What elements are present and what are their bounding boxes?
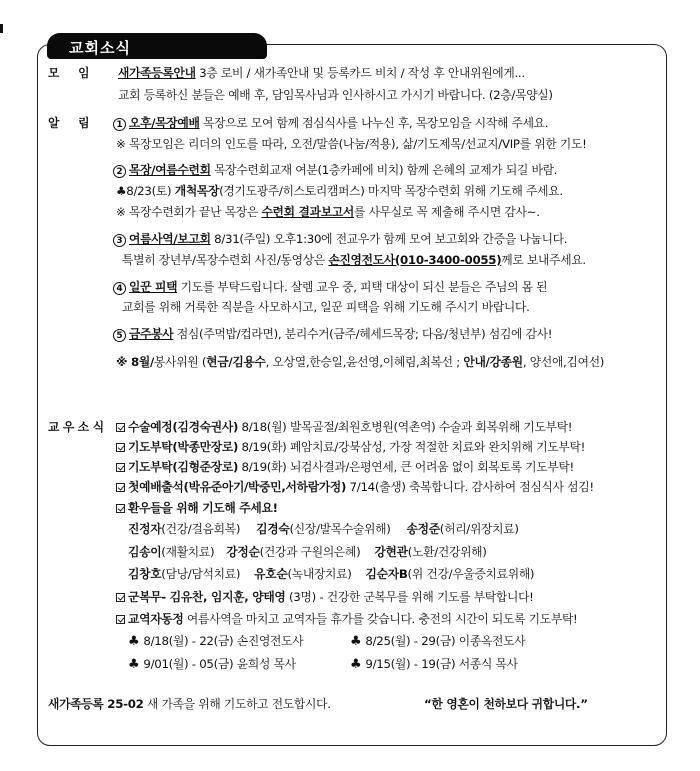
notice-title: 목장/여름수련회 bbox=[129, 163, 211, 177]
motto-quote: “한 영혼이 천하보다 귀합니다.” bbox=[424, 697, 588, 711]
section-header bbox=[47, 33, 267, 59]
meeting-label: 모 임 bbox=[48, 66, 90, 80]
checkbox-icon bbox=[116, 615, 125, 624]
club-icon: ♣ bbox=[128, 634, 140, 649]
circled-number: 4 bbox=[113, 282, 126, 295]
patient-row-2: 김송이(재활치료) 강정순(건강과 구원의은혜) 강현관(노환/건강위해) bbox=[128, 545, 487, 559]
registration-text: 새 가족을 위해 기도하고 전도합시다. bbox=[143, 697, 331, 711]
vacation-entry-1: ♣ 8/18(월) - 22(금) 손진영전도사 bbox=[128, 634, 304, 649]
new-family-registration bbox=[48, 695, 331, 713]
member-item-7: 교역자동정 여름사역을 마치고 교역자들 휴가를 갖습니다. 충전의 시간이 되도록 기도부탁! bbox=[116, 610, 577, 628]
notice-2-line-2: ♣8/23(토) 개척목장(경기도광주/히스토리캠퍼스) 마지막 목장수련회 위해 기도해 주세요. bbox=[116, 184, 563, 198]
circled-number: 2 bbox=[113, 165, 126, 178]
registration-label: 새가족등록 25-02 bbox=[48, 697, 144, 711]
notice-item-4: 4 일꾼 피택 기도를 부탁드립니다. 살렘 교우 중, 피택 대상이 되신 분들은 주님의 몸 된 bbox=[113, 278, 547, 296]
checkbox-icon bbox=[116, 593, 125, 602]
meeting-line-2: 교회 등록하신 분들은 예배 후, 담임목사님과 인사하시고 가시기 바랍니다. (2층/목양실) bbox=[118, 88, 553, 102]
section-title: 교회소식 bbox=[69, 39, 131, 57]
patient-row-3: 김창호(담낭/담석치료) 유호순(녹내장치료) 김순자B(위 건강/우울증치료위해) bbox=[128, 567, 535, 581]
member-item-1: 수술예정(김경숙권사) 8/18(월) 발목골절/최원호병원(역촌역) 수술과 회복위해 기도부탁! bbox=[116, 418, 572, 436]
club-icon: ♣ bbox=[350, 657, 362, 672]
members-label: 교 우 소 식 bbox=[48, 420, 104, 434]
club-icon: ♣ bbox=[350, 634, 362, 649]
notice-item-3: 3 여름사역/보고회 8/31(주일) 오후1:30에 전교우가 함께 모여 보고회와 간증을 나눕니다. bbox=[113, 230, 567, 248]
meeting-title: 새가족등록안내 bbox=[118, 66, 196, 80]
margin-mark bbox=[0, 24, 3, 33]
checkbox-icon bbox=[116, 463, 125, 472]
notice-item-5: 5 금주봉사 점심(주먹밥/컵라면), 분리수거(금주/헤세드목장; 다음/청년부) 섬김에 감사! bbox=[113, 325, 552, 343]
member-item-3: 기도부탁(김형준장로) 8/19(화) 뇌검사결과/은평연세, 큰 어려움 없이 회복토록 기도부탁! bbox=[116, 458, 574, 476]
checkbox-icon bbox=[116, 423, 125, 432]
patient-row-1: 진정자(건강/걸음회복) 김경숙(신장/발목수술위해) 송정준(허리/위장치료) bbox=[128, 522, 519, 536]
vacation-entry-3: ♣ 9/01(월) - 05(금) 윤희성 목사 bbox=[128, 657, 296, 672]
notice-title: 금주봉사 bbox=[129, 327, 174, 341]
member-item-4: 첫예배출석(박유준아기/박중민,서하람가정) 7/14(출생) 축복합니다. 감사하여 점심식사 섬김! bbox=[116, 478, 594, 496]
circled-number: 3 bbox=[113, 234, 126, 247]
circled-number: 1 bbox=[113, 118, 126, 131]
notice-item-2: 2 목장/여름수련회 목장수련회교재 여분(1층카페에 비치) 함께 은혜의 교제가 되길 바람. bbox=[113, 161, 557, 179]
notice-title: 여름사역/보고회 bbox=[129, 232, 211, 246]
member-item-5: 환우들을 위해 기도해 주세요! bbox=[116, 499, 278, 517]
notice-3-line-2: 특별히 장년부/목장수련회 사진/동영상은 손진영전도사(010-3400-0055)께로 보내주세요. bbox=[122, 253, 586, 267]
member-item-6: 군복무- 김유찬, 임지훈, 양태영 (3명) - 건강한 군복무를 위해 기도를 부탁합니다! bbox=[116, 588, 534, 606]
checkbox-icon bbox=[116, 504, 125, 513]
circled-number: 5 bbox=[113, 329, 126, 342]
checkbox-icon bbox=[116, 483, 125, 492]
vacation-entry-4: ♣ 9/15(월) - 19(금) 서종식 목사 bbox=[350, 657, 518, 672]
checkbox-icon bbox=[116, 443, 125, 452]
notice-title: 일꾼 피택 bbox=[129, 280, 178, 294]
notice-note-1: ※ 목장모임은 리더의 인도를 따라, 오전/말씀(나눔/적용), 삶/기도제목/선교지/VIP를 위한 기도! bbox=[116, 137, 587, 151]
member-item-2: 기도부탁(박종만장로) 8/19(화) 폐암치료/강북삼성, 가장 적절한 치료와 완치위해 기도부탁! bbox=[116, 438, 585, 456]
volunteer-line: ※ 8월/봉사위원 (현금/김용수, 오상열,한승일,윤선영,이혜림,최복선 ; 안내/강종원, 양선애,김여선) bbox=[116, 355, 605, 369]
notice-4-line-2: 교회를 위해 거룩한 직분을 사모하시고, 일꾼 피택을 위해 기도해 주시기 바랍니다. bbox=[122, 300, 530, 314]
meeting-line-1: 새가족등록안내 3층 로비 / 새가족안내 및 등록카드 비치 / 작성 후 안내위원에게... bbox=[118, 66, 525, 80]
notice-item-1: 1 오후/목장예배 목장으로 모여 함께 점심식사를 나누신 후, 목장모임을 시작해 주세요. bbox=[113, 114, 548, 132]
notice-title: 오후/목장예배 bbox=[129, 116, 200, 130]
vacation-entry-2: ♣ 8/25(월) - 29(금) 이종옥전도사 bbox=[350, 634, 526, 649]
notice-2-line-3: ※ 목장수련회가 끝난 목장은 수련회 결과보고서를 사무실로 꼭 제출해 주시면 감사~. bbox=[116, 205, 540, 219]
club-icon: ♣ bbox=[128, 657, 140, 672]
notice-label: 알 림 bbox=[48, 116, 90, 130]
